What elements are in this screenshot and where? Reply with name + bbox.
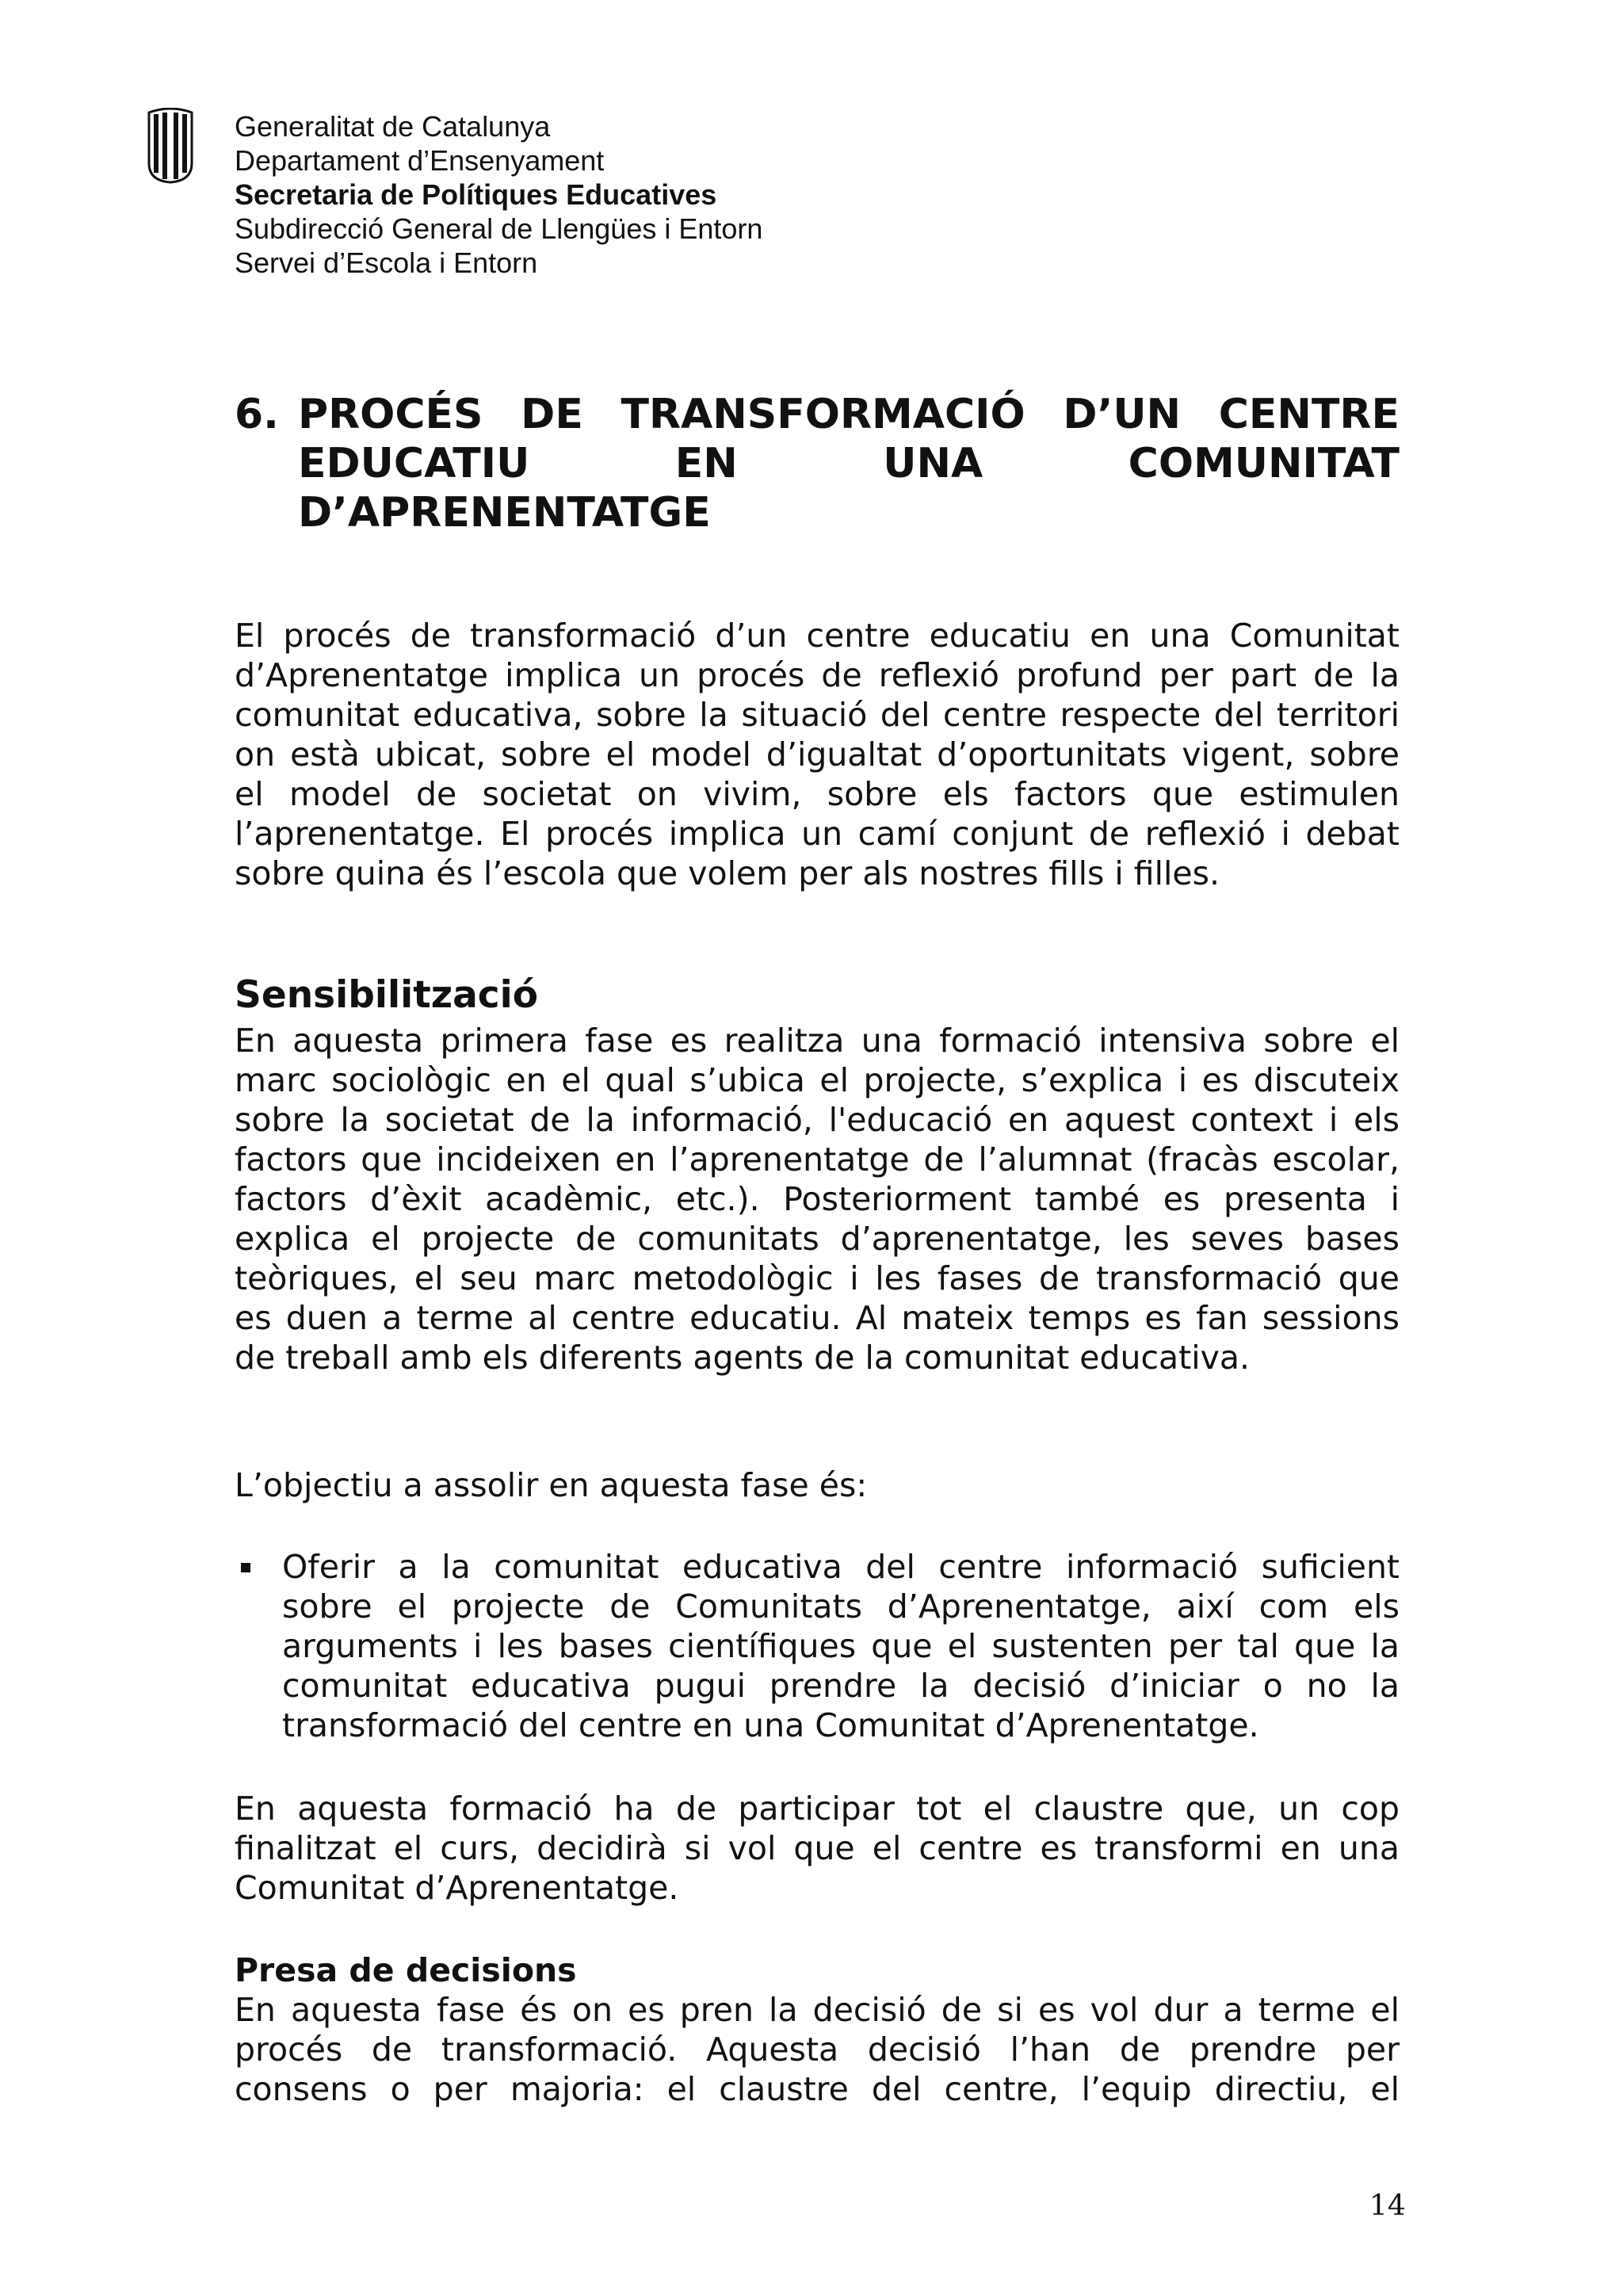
formation-paragraph bbox=[235, 1789, 1400, 1908]
section-heading-presa-de-decisions: Presa de decisions bbox=[235, 1951, 577, 1989]
paragraph-line: factors que incideixen en l’aprenentatge de l’alumnat (fracàs escolar, bbox=[235, 1140, 1400, 1179]
chapter-title-line: EDUCATIU EN UNA COMUNITAT bbox=[298, 440, 1400, 487]
list-item-line: transformació del centre en una Comunitat d’Aprenentatge. bbox=[282, 1706, 1259, 1744]
header-line-servei: Servei d’Escola i Entorn bbox=[235, 246, 538, 279]
paragraph-line: on està ubicat, sobre el model d’igualtat d’oportunitats vigent, sobre bbox=[235, 735, 1400, 774]
header-line-generalitat: Generalitat de Catalunya bbox=[235, 110, 551, 143]
list-item-line: Oferir a la comunitat educativa del centre informació suficient bbox=[282, 1548, 1400, 1586]
sensibilitzacio-paragraph bbox=[235, 1021, 1400, 1377]
square-bullet-icon bbox=[241, 1563, 250, 1572]
objective-intro bbox=[235, 1465, 1400, 1505]
paragraph-line: es duen a terme al centre educatiu. Al mateix temps es fan sessions bbox=[235, 1299, 1400, 1337]
paragraph-line: L’objectiu a assolir en aquesta fase és: bbox=[235, 1466, 868, 1504]
chapter-title-line: D’APRENENTATGE bbox=[298, 489, 711, 537]
paragraph-line: finalitzat el curs, decidirà si vol que el centre es transformi en una bbox=[235, 1829, 1400, 1867]
section-heading-sensibilitzacio: Sensibilització bbox=[235, 973, 539, 1017]
paragraph-line: comunitat educativa, sobre la situació del centre respecte del territori bbox=[235, 696, 1400, 734]
paragraph-line: factors d’èxit acadèmic, etc.). Posteriorment també es presenta i bbox=[235, 1180, 1400, 1218]
list-item-line: arguments i les bases científiques que el sustenten per tal que la bbox=[282, 1627, 1400, 1665]
paragraph-line: teòriques, el seu marc metodològic i les fases de transformació que bbox=[235, 1259, 1400, 1297]
header-line-departament: Departament d’Ensenyament bbox=[235, 144, 605, 177]
paragraph-line: Comunitat d’Aprenentatge. bbox=[235, 1869, 679, 1907]
paragraph-line: l’aprenentatge. El procés implica un camí conjunt de reflexió i debat bbox=[235, 815, 1400, 853]
paragraph-line: En aquesta formació ha de participar tot el claustre que, un cop bbox=[235, 1790, 1400, 1828]
paragraph-line: d’Aprenentatge implica un procés de reflexió profund per part de la bbox=[235, 656, 1400, 694]
paragraph-line: sobre la societat de la informació, l'educació en aquest context i els bbox=[235, 1101, 1400, 1139]
chapter-title-line: PROCÉS DE TRANSFORMACIÓ D’UN CENTRE bbox=[298, 391, 1400, 438]
paragraph-line: de treball amb els diferents agents de la comunitat educativa. bbox=[235, 1339, 1251, 1377]
chapter-title bbox=[235, 390, 1400, 537]
paragraph-line: el model de societat on vivim, sobre els factors que estimulen bbox=[235, 775, 1400, 813]
paragraph-line: procés de transformació. Aquesta decisió l’han de prendre per bbox=[235, 2030, 1400, 2069]
list-item bbox=[235, 1547, 1400, 1745]
page-number: 14 bbox=[1369, 2190, 1406, 2222]
list-item-line: sobre el projecte de Comunitats d’Aprenentatge, així com els bbox=[282, 1587, 1400, 1626]
paragraph-line: explica el projecte de comunitats d’aprenentatge, les seves bases bbox=[235, 1220, 1400, 1258]
letterhead-text bbox=[235, 109, 762, 280]
intro-paragraph bbox=[235, 616, 1400, 893]
paragraph-line: marc sociològic en el qual s’ubica el projecte, s’explica i es discuteix bbox=[235, 1061, 1400, 1099]
generalitat-emblem-icon bbox=[147, 108, 193, 184]
presa-de-decisions-paragraph bbox=[235, 1990, 1400, 2109]
header-line-secretaria: Secretaria de Polítiques Educatives bbox=[235, 178, 717, 211]
paragraph-line: sobre quina és l’escola que volem per als nostres fills i filles. bbox=[235, 854, 1220, 892]
list-item-line: comunitat educativa pugui prendre la decisió d’iniciar o no la bbox=[282, 1667, 1400, 1705]
paragraph-line: En aquesta fase és on es pren la decisió de si es vol dur a terme el bbox=[235, 1991, 1400, 2029]
objective-list bbox=[235, 1547, 1400, 1745]
paragraph-line: consens o per majoria: el claustre del centre, l’equip directiu, el bbox=[235, 2070, 1400, 2108]
chapter-number: 6. bbox=[235, 391, 279, 438]
paragraph-line: En aquesta primera fase es realitza una formació intensiva sobre el bbox=[235, 1022, 1400, 1060]
header-line-subdireccio: Subdirecció General de Llengües i Entorn bbox=[235, 212, 763, 245]
paragraph-line: El procés de transformació d’un centre educatiu en una Comunitat bbox=[235, 617, 1400, 655]
